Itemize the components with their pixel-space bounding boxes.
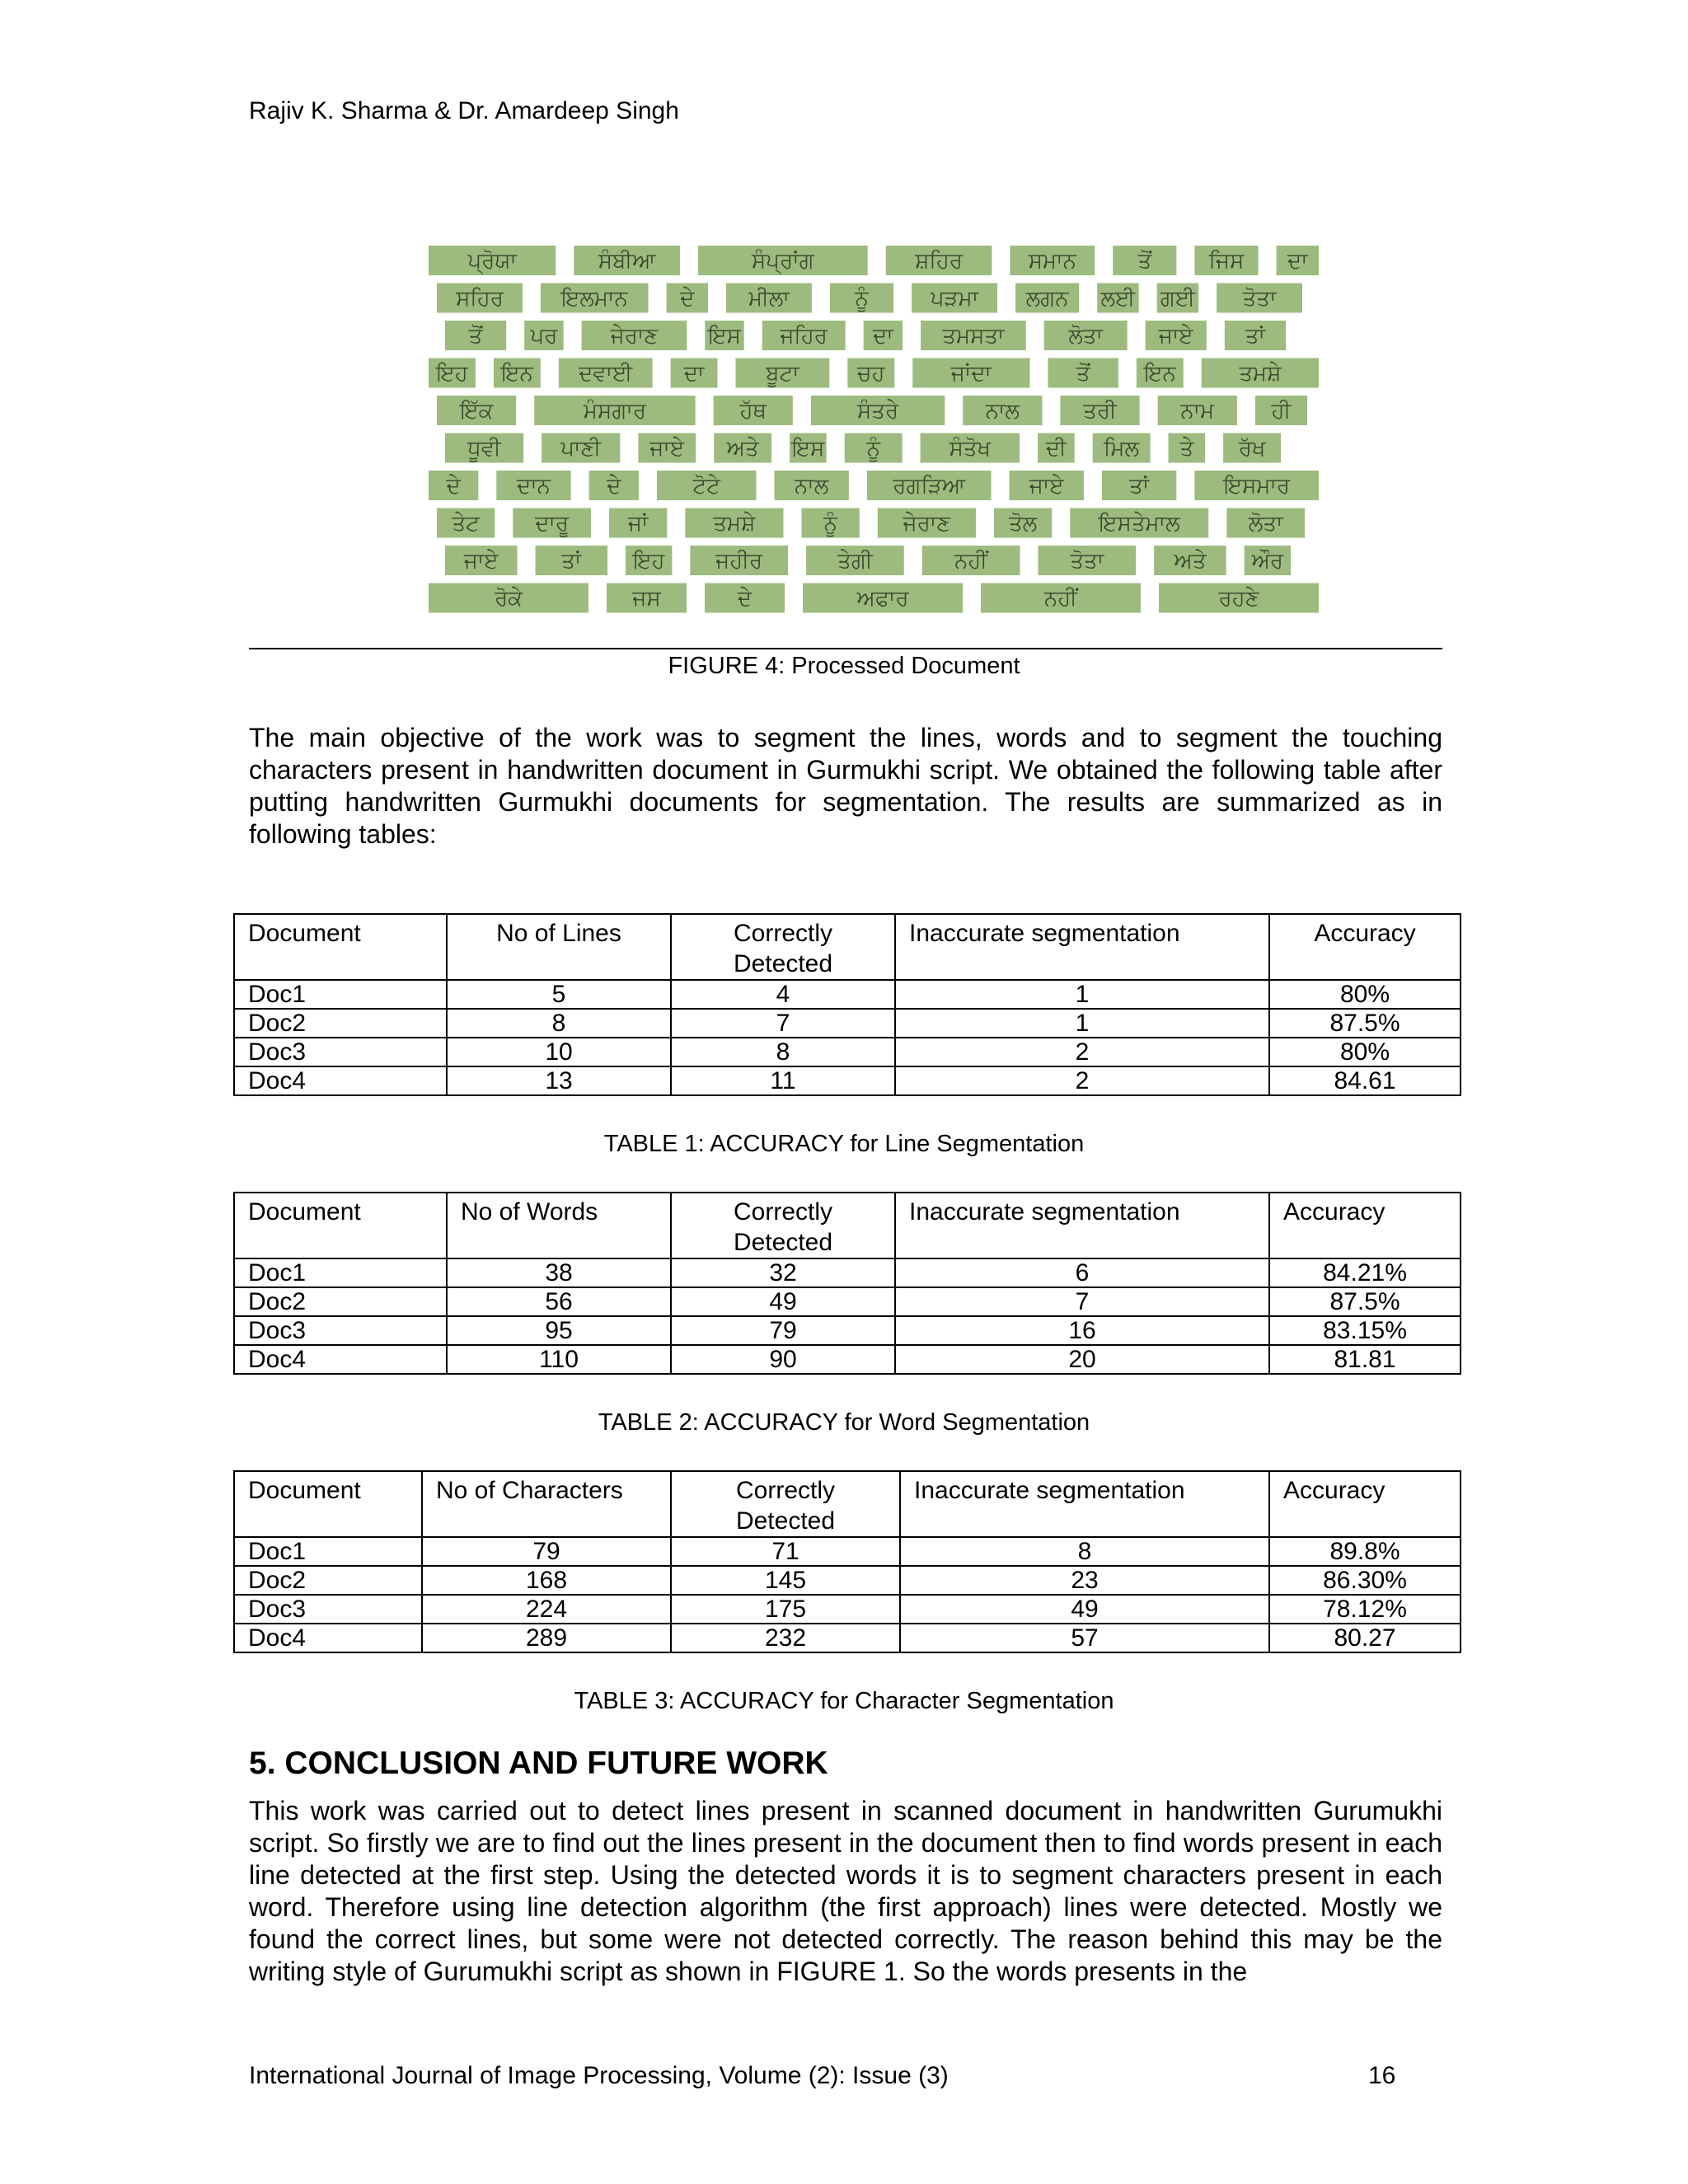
word-box	[1060, 396, 1139, 425]
word-text: ਹੀ	[1271, 399, 1292, 424]
table-cell: 168	[422, 1566, 671, 1595]
word-box	[912, 359, 1029, 388]
word-box	[774, 471, 848, 500]
word-box	[494, 359, 541, 388]
word-box	[1158, 396, 1237, 425]
table-cell: 232	[671, 1624, 900, 1652]
word-box	[1154, 546, 1226, 575]
word-text: ਤੇਗੀ	[837, 549, 873, 574]
word-text: ਜਹੀਰ	[715, 549, 763, 574]
word-text: ਨਹੀਂ	[954, 549, 988, 574]
table-row	[234, 1316, 1461, 1345]
word-text: ਇਲਮਾਨ	[560, 286, 628, 312]
word-text: ਲੋਤਾ	[1248, 511, 1283, 537]
word-text: ਪਾਣੀ	[560, 436, 602, 462]
figure-caption: FIGURE 4: Processed Document	[668, 653, 1020, 679]
word-text: ਇਨ	[1143, 361, 1176, 387]
row-document: Doc2	[234, 1287, 447, 1316]
word-text: ਲਗਨ	[1025, 286, 1069, 312]
row-document: Doc4	[234, 1345, 447, 1374]
word-text: ਸੰਤਰੇ	[856, 399, 899, 424]
header-accuracy: Accuracy	[1269, 914, 1461, 980]
table-3-caption: TABLE 3: ACCURACY for Character Segmentation	[574, 1688, 1114, 1714]
word-text: ਅਫਾਰ	[856, 586, 909, 612]
character-segmentation-table	[233, 1470, 1461, 1653]
line-segmentation-table	[233, 913, 1461, 1096]
word-box	[1015, 284, 1079, 313]
section-heading: 5. CONCLUSION AND FUTURE WORK	[249, 1746, 828, 1781]
header-correct: Correctly Detected	[671, 1193, 895, 1258]
table-cell: 49	[671, 1287, 895, 1316]
word-box	[803, 583, 963, 613]
word-text: ਜਾਂ	[628, 511, 649, 537]
word-box	[1245, 546, 1291, 575]
word-text: ਦੇ	[680, 286, 695, 312]
row-document: Doc2	[234, 1566, 422, 1595]
word-text: ਸਹਿਰ	[456, 286, 504, 312]
word-text: ਰਗੜਿਆ	[893, 474, 966, 499]
word-text: ਇਸਤੇਮਾਲ	[1098, 511, 1180, 537]
table-cell: 5	[447, 980, 671, 1009]
table-cell: 79	[671, 1316, 895, 1345]
row-document: Doc3	[234, 1316, 447, 1345]
word-box	[1070, 509, 1208, 538]
word-box	[513, 509, 591, 538]
word-box	[541, 284, 649, 313]
word-box	[1225, 321, 1286, 350]
word-box	[582, 321, 687, 350]
word-text: ਤੇਟ	[452, 511, 480, 537]
table-cell: 1	[895, 1009, 1269, 1038]
table-cell: 7	[895, 1287, 1269, 1316]
word-text: ਤਾਂ	[1245, 324, 1265, 349]
table-row	[234, 1595, 1461, 1624]
header-document: Document	[234, 1193, 447, 1258]
word-text: ਸਮਾਨ	[1028, 249, 1076, 274]
table-row	[234, 1009, 1461, 1038]
running-header: Rajiv K. Sharma & Dr. Amardeep Singh	[249, 97, 679, 124]
table-cell: 71	[671, 1537, 900, 1566]
word-text: ਨੂੰ	[855, 286, 869, 312]
word-box	[994, 509, 1052, 538]
table-cell: 84.21%	[1269, 1258, 1461, 1287]
word-box	[685, 509, 783, 538]
table-cell: 289	[422, 1624, 671, 1652]
row-document: Doc4	[234, 1624, 422, 1652]
table-cell: 86.30%	[1269, 1566, 1461, 1595]
word-box	[1010, 471, 1084, 500]
word-text: ਜਾਏ	[1029, 474, 1064, 499]
table-cell: 87.5%	[1269, 1009, 1461, 1038]
row-document: Doc1	[234, 1258, 447, 1287]
table-cell: 145	[671, 1566, 900, 1595]
header-count: No of Lines	[447, 914, 671, 980]
word-text: ਰੱਖ	[1238, 436, 1266, 462]
word-text: ਦੇ	[737, 586, 753, 612]
word-text: ਗਈ	[1160, 286, 1195, 312]
word-text: ਜਾਏ	[649, 436, 685, 462]
word-text: ਤਰੀ	[1083, 399, 1117, 424]
word-text: ਇਸ	[708, 324, 741, 349]
table-cell: 90	[671, 1345, 895, 1374]
word-box	[705, 321, 743, 350]
word-text: ਤੋਤਾ	[1242, 286, 1277, 312]
table-cell: 84.61	[1269, 1066, 1461, 1095]
table-cell: 2	[895, 1038, 1269, 1066]
word-text: ਜਾਏ	[463, 549, 499, 574]
table-cell: 10	[447, 1038, 671, 1066]
word-box	[657, 471, 757, 500]
word-box	[1202, 359, 1319, 388]
word-text: ਅਤੇ	[1174, 549, 1207, 574]
header-inaccurate: Inaccurate segmentation	[900, 1471, 1269, 1537]
word-box	[1194, 246, 1258, 275]
word-box	[1048, 359, 1118, 388]
word-text: ਨਾਮ	[1180, 399, 1215, 424]
word-box	[690, 546, 788, 575]
word-text: ਤੇ	[1179, 436, 1194, 462]
word-text: ਦੇ	[446, 474, 461, 499]
row-document: Doc4	[234, 1066, 447, 1095]
table-header-row	[234, 914, 1461, 980]
word-text: ਟੋਟੇ	[692, 474, 720, 499]
word-text: ਤੋਲ	[1008, 511, 1038, 537]
header-inaccurate: Inaccurate segmentation	[895, 1193, 1269, 1258]
word-text: ਮਿਲ	[1104, 436, 1140, 462]
word-box	[864, 321, 903, 350]
word-box	[437, 284, 523, 313]
word-text: ਨਹੀਂ	[1043, 586, 1078, 612]
word-box	[1113, 246, 1176, 275]
page-number: 16	[1368, 2062, 1396, 2089]
word-text: ਇਹ	[436, 361, 468, 387]
word-text: ਤੋਤਾ	[1070, 549, 1104, 574]
table-2-caption: TABLE 2: ACCURACY for Word Segmentation	[598, 1409, 1090, 1436]
word-box	[1255, 396, 1307, 425]
word-text: ਲਈ	[1100, 286, 1136, 312]
word-box	[847, 359, 894, 388]
header-inaccurate: Inaccurate segmentation	[895, 914, 1269, 980]
word-box	[1157, 284, 1198, 313]
word-box	[607, 583, 687, 613]
word-text: ਲੋਤਾ	[1068, 324, 1104, 349]
table-cell: 95	[447, 1316, 671, 1345]
figure-divider	[249, 648, 1442, 649]
table-cell: 23	[900, 1566, 1269, 1595]
word-text: ਦਵਾਈ	[579, 361, 633, 387]
word-box	[963, 396, 1042, 425]
intro-paragraph: The main objective of the work was to segment the lines, words and to segment the touching characters present in handwritten document in Gurmukhi script. We obtained the following table after putting handwritten Gurmukhi documents for segmentation. The results are summarized as in following tables:	[249, 723, 1442, 849]
table-row	[234, 1038, 1461, 1066]
table-cell: 4	[671, 980, 895, 1009]
word-text: ਜਾਏ	[1158, 324, 1193, 349]
row-document: Doc2	[234, 1009, 447, 1038]
word-box	[671, 359, 718, 388]
table-cell: 80%	[1269, 980, 1461, 1009]
table-cell: 2	[895, 1066, 1269, 1095]
word-box	[1223, 434, 1281, 463]
word-text: ਦਾਰੂ	[535, 511, 570, 537]
word-text: ਇੱਕ	[459, 399, 494, 424]
word-text: ਨੂੰ	[823, 511, 838, 537]
word-box	[1093, 434, 1151, 463]
word-box	[790, 434, 827, 463]
word-text: ਦਾ	[683, 361, 705, 387]
table-cell: 20	[895, 1345, 1269, 1374]
processed-document-figure	[412, 241, 1335, 653]
word-box	[429, 471, 478, 500]
word-text: ਦੀ	[1045, 436, 1067, 462]
word-segmentation-table	[233, 1192, 1461, 1375]
word-box	[921, 321, 1026, 350]
word-box	[445, 434, 523, 463]
word-text: ਧੂਵੀ	[467, 436, 501, 462]
word-text: ਪ੍ਰੋਯਾ	[467, 249, 517, 274]
word-box	[1146, 321, 1207, 350]
word-box	[886, 246, 992, 275]
table-cell: 38	[447, 1258, 671, 1287]
word-text: ਤਮਸ਼ੇ	[713, 511, 756, 537]
word-text: ਸੰਤੋਖ	[949, 436, 992, 462]
word-text: ਰੋਕੇ	[495, 586, 523, 612]
table-cell: 11	[671, 1066, 895, 1095]
table-1-caption: TABLE 1: ACCURACY for Line Segmentation	[603, 1131, 1085, 1157]
word-box	[609, 509, 667, 538]
row-document: Doc3	[234, 1038, 447, 1066]
word-box	[1159, 583, 1319, 613]
table-cell: 224	[422, 1595, 671, 1624]
table-cell: 80%	[1269, 1038, 1461, 1066]
word-box	[1226, 509, 1305, 538]
table-cell: 7	[671, 1009, 895, 1038]
table-row	[234, 980, 1461, 1009]
header-accuracy: Accuracy	[1269, 1193, 1461, 1258]
word-box	[445, 321, 506, 350]
word-box	[714, 396, 793, 425]
word-text: ਦੇ	[607, 474, 621, 499]
word-box	[437, 396, 516, 425]
header-document: Document	[234, 1471, 422, 1537]
word-box	[1010, 246, 1095, 275]
word-text: ਰਹਣੇ	[1218, 586, 1259, 612]
table-cell: 81.81	[1269, 1345, 1461, 1374]
row-document: Doc1	[234, 1537, 422, 1566]
word-text: ਸ਼ਹਿਰ	[915, 249, 963, 274]
header-correct: Correctly Detected	[671, 1471, 900, 1537]
word-box	[1044, 321, 1128, 350]
word-text: ਬੂਟਾ	[766, 361, 799, 387]
word-box	[445, 546, 518, 575]
table-cell: 89.8%	[1269, 1537, 1461, 1566]
table-cell: 6	[895, 1258, 1269, 1287]
word-box	[638, 434, 696, 463]
word-box	[811, 396, 945, 425]
word-box	[830, 284, 893, 313]
word-text: ਤੋਂ	[1076, 361, 1090, 387]
table-cell: 13	[447, 1066, 671, 1095]
word-box	[845, 434, 903, 463]
table-cell: 110	[447, 1345, 671, 1374]
word-box	[542, 434, 620, 463]
word-box	[1038, 546, 1136, 575]
table-cell: 8	[671, 1038, 895, 1066]
table-row	[234, 1066, 1461, 1095]
word-box	[626, 546, 672, 575]
table-row	[234, 1566, 1461, 1595]
word-text: ਦਾ	[1287, 249, 1308, 274]
word-text: ਸੰਬੀਆ	[598, 249, 656, 274]
word-text: ਜਾਂਦਾ	[950, 361, 992, 387]
word-box	[762, 321, 846, 350]
word-text: ਇਨ	[500, 361, 533, 387]
word-text: ਜੇਰਾਣ	[610, 324, 659, 349]
word-box	[1277, 246, 1319, 275]
footer-journal: International Journal of Image Processing, Volume (2): Issue (3)	[249, 2062, 949, 2089]
word-text: ਚਹ	[857, 361, 885, 387]
table-cell: 8	[447, 1009, 671, 1038]
word-box	[912, 284, 997, 313]
word-text: ਨਾਲ	[795, 474, 829, 499]
word-text: ਅਤੇ	[726, 436, 759, 462]
table-cell: 80.27	[1269, 1624, 1461, 1652]
word-text: ਦਾ	[873, 324, 893, 349]
word-text: ਤਮਸ਼ੇ	[1239, 361, 1282, 387]
word-box	[667, 284, 708, 313]
word-text: ਤਾਂ	[561, 549, 582, 574]
word-text: ਇਸ	[791, 436, 825, 462]
word-text: ਇਹ	[632, 549, 665, 574]
word-box	[714, 434, 771, 463]
word-box	[429, 583, 588, 613]
word-box	[437, 509, 495, 538]
word-text: ਦਾਨ	[517, 474, 551, 499]
table-row	[234, 1624, 1461, 1652]
header-correct: Correctly Detected	[671, 914, 895, 980]
word-box	[878, 509, 976, 538]
word-box	[574, 246, 680, 275]
word-box	[536, 546, 608, 575]
word-text: ਜੇਰਾਣ	[903, 511, 951, 537]
word-text: ਹੱਥ	[739, 399, 767, 424]
word-text: ਨੂੰ	[866, 436, 881, 462]
word-text: ਤੋਂ	[1137, 249, 1152, 274]
word-box	[559, 359, 653, 388]
word-box	[698, 246, 868, 275]
word-box	[1169, 434, 1206, 463]
word-box	[534, 396, 695, 425]
table-cell: 57	[900, 1624, 1269, 1652]
word-box	[1102, 471, 1176, 500]
table-cell: 87.5%	[1269, 1287, 1461, 1316]
word-box	[801, 509, 859, 538]
table-cell: 56	[447, 1287, 671, 1316]
word-text: ਪਰ	[530, 324, 558, 349]
word-box	[524, 321, 563, 350]
table-header-row	[234, 1471, 1461, 1537]
table-row	[234, 1345, 1461, 1374]
table-header-row	[234, 1193, 1461, 1258]
word-box	[1194, 471, 1319, 500]
table-cell: 1	[895, 980, 1269, 1009]
word-text: ਸੰਪ੍ਰਾਂਗ	[751, 249, 814, 274]
word-box	[496, 471, 570, 500]
word-text: ਇਸਮਾਰ	[1223, 474, 1290, 499]
word-text: ਤੋਂ	[468, 324, 483, 349]
word-box	[726, 284, 812, 313]
table-cell: 32	[671, 1258, 895, 1287]
word-box	[981, 583, 1141, 613]
word-text: ਪੜਮਾ	[930, 286, 979, 312]
conclusion-paragraph: This work was carried out to detect lines present in scanned document in handwritten Gurumukhi script. So firstly we are to find out the lines present in the document then to find words present in each line detected at the first step. Using the detected words it is to segment characters present in each word. Therefore using line detection algorithm (the first approach) lines were detected. Mostly we found the correct lines, but some were not detected correctly. The reason behind this may be the writing style of Gurumukhi script as shown in FIGURE 1. So the words presents in the	[249, 1796, 1442, 1986]
word-box	[1217, 284, 1302, 313]
word-text: ਮੀਲਾ	[748, 286, 790, 312]
row-document: Doc1	[234, 980, 447, 1009]
header-count: No of Characters	[422, 1471, 671, 1537]
word-text: ਤਮਸਤਾ	[942, 324, 1005, 349]
header-accuracy: Accuracy	[1269, 1471, 1461, 1537]
word-box	[1137, 359, 1184, 388]
table-row	[234, 1287, 1461, 1316]
table-row	[234, 1258, 1461, 1287]
word-text: ਤਾਂ	[1129, 474, 1150, 499]
table-row	[234, 1537, 1461, 1566]
table-cell: 175	[671, 1595, 900, 1624]
word-box	[705, 583, 785, 613]
word-box	[1038, 434, 1075, 463]
word-text: ਜਿਸ	[1208, 249, 1245, 274]
table-cell: 8	[900, 1537, 1269, 1566]
table-cell: 16	[895, 1316, 1269, 1345]
table-cell: 83.15%	[1269, 1316, 1461, 1345]
header-count: No of Words	[447, 1193, 671, 1258]
word-box	[922, 546, 1020, 575]
word-box	[1097, 284, 1138, 313]
word-box	[921, 434, 1020, 463]
word-box	[867, 471, 992, 500]
word-box	[429, 246, 556, 275]
word-box	[589, 471, 639, 500]
header-document: Document	[234, 914, 447, 980]
word-box	[806, 546, 904, 575]
row-document: Doc3	[234, 1595, 422, 1624]
table-cell: 49	[900, 1595, 1269, 1624]
word-box	[736, 359, 830, 388]
table-cell: 79	[422, 1537, 671, 1566]
word-text: ਮੰਸਗਾਰ	[583, 399, 646, 424]
word-text: ਜਹਿਰ	[780, 324, 828, 349]
table-cell: 78.12%	[1269, 1595, 1461, 1624]
word-text: ਨਾਲ	[985, 399, 1020, 424]
word-text: ਜਸ	[632, 586, 661, 612]
word-text: ਔਰ	[1251, 549, 1284, 574]
word-box	[429, 359, 476, 388]
